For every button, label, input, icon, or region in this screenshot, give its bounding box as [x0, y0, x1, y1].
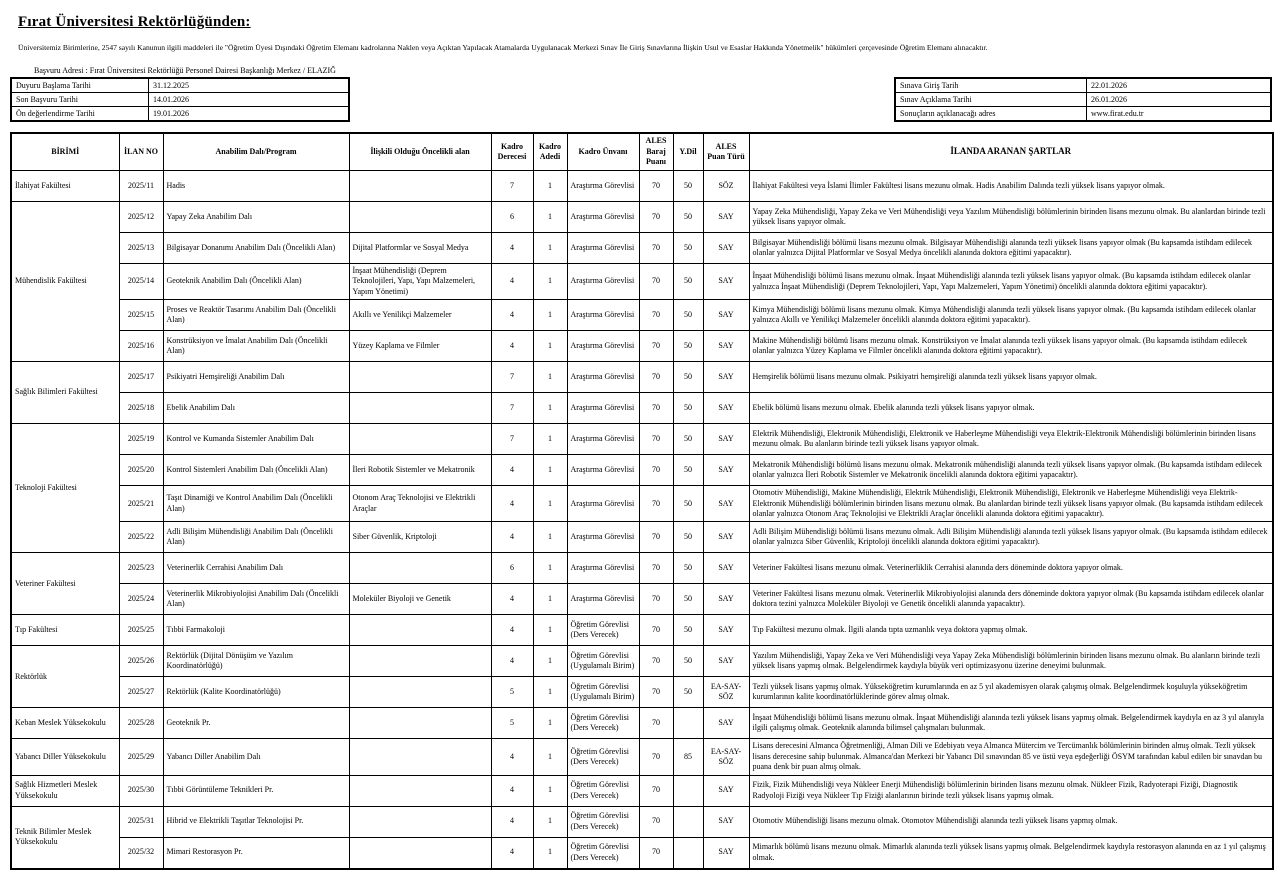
- cell-ilan-no: 2025/27: [119, 677, 163, 708]
- cell-oncelikli-alan: [349, 739, 491, 775]
- cell-sartlar: Yapay Zeka Mühendisliği, Yapay Zeka ve Veri Mühendisliği veya Yazılım Mühendisliği bölümlerinin birinden lisans mezunu olmak. Bu alanlardan birinde tezli yüksek lisans yapıyor olmak.: [749, 202, 1273, 233]
- cell-kadro-derecesi: 4: [491, 455, 533, 486]
- cell-sartlar: Adli Bilişim Mühendisliği bölümü lisans mezunu olmak. Adli Bilişim Mühendisliği alanında tezli yüksek lisans yapıyor olmak. (Bu kapsamda istihdam edilecek olanlar yalnızca Siber Güvenlik, Kriptoloji öncelikli alanında doktora eğitimi yapacaktır).: [749, 522, 1273, 553]
- cell-kadro-adedi: 1: [533, 331, 567, 362]
- cell-kadro-unvani: Öğretim Görevlisi (Ders Verecek): [567, 739, 639, 775]
- cell-kadro-adedi: 1: [533, 171, 567, 202]
- cell-kadro-derecesi: 4: [491, 522, 533, 553]
- cell-sartlar: Otomotiv Mühendisliği lisans mezunu olmak. Otomotov Mühendisliği alanında tezli yüksek lisans yapmış olmak.: [749, 806, 1273, 837]
- table-row: [11, 233, 1273, 264]
- cell-kadro-adedi: 1: [533, 455, 567, 486]
- application-date-value: 14.01.2026: [149, 93, 350, 107]
- cell-ales-baraj: 70: [639, 393, 673, 424]
- cell-ydil: 50: [673, 233, 703, 264]
- cell-kadro-derecesi: 6: [491, 202, 533, 233]
- cell-puan-turu: SAY: [703, 233, 749, 264]
- cell-ilan-no: 2025/16: [119, 331, 163, 362]
- cell-ales-baraj: 70: [639, 775, 673, 806]
- cell-kadro-unvani: Araştırma Görevlisi: [567, 584, 639, 615]
- cell-program: Tıbbi Görüntüleme Teknikleri Pr.: [163, 775, 349, 806]
- cell-ales-baraj: 70: [639, 739, 673, 775]
- application-date-row: [11, 78, 349, 93]
- cell-program: Rektörlük (Kalite Koordinatörlüğü): [163, 677, 349, 708]
- table-row: [11, 331, 1273, 362]
- cell-oncelikli-alan: [349, 615, 491, 646]
- table-row: [11, 393, 1273, 424]
- cell-program: Rektörlük (Dijital Dönüşüm ve Yazılım Koordinatörlüğü): [163, 646, 349, 677]
- cell-sartlar: Tezli yüksek lisans yapmış olmak. Yükseköğretim kurumlarında en az 5 yıl akademisyen olarak çalışmış olmak. Belgelendirmek koşuluyla yükseköğretim kurumlarının kalite koordinatörlüklerinde görev almış olmak.: [749, 677, 1273, 708]
- cell-oncelikli-alan: [349, 837, 491, 869]
- exam-date-label: Sınava Giriş Tarih: [895, 78, 1087, 93]
- cell-oncelikli-alan: [349, 806, 491, 837]
- cell-program: Geoteknik Anabilim Dalı (Öncelikli Alan): [163, 264, 349, 300]
- cell-kadro-adedi: 1: [533, 708, 567, 739]
- cell-puan-turu: SAY: [703, 806, 749, 837]
- cell-ydil: [673, 837, 703, 869]
- cell-ydil: 85: [673, 739, 703, 775]
- cell-oncelikli-alan: [349, 775, 491, 806]
- cell-puan-turu: SAY: [703, 424, 749, 455]
- cell-kadro-derecesi: 7: [491, 171, 533, 202]
- cell-kadro-adedi: 1: [533, 739, 567, 775]
- table-row: [11, 424, 1273, 455]
- column-header: İLANDA ARANAN ŞARTLAR: [749, 133, 1273, 171]
- cell-program: Hibrid ve Elektrikli Taşıtlar Teknolojisi Pr.: [163, 806, 349, 837]
- table-row: [11, 202, 1273, 233]
- cell-ydil: 50: [673, 553, 703, 584]
- cell-oncelikli-alan: Moleküler Biyoloji ve Genetik: [349, 584, 491, 615]
- cell-program: Tıbbi Farmakoloji: [163, 615, 349, 646]
- cell-ales-baraj: 70: [639, 677, 673, 708]
- cell-puan-turu: SAY: [703, 615, 749, 646]
- cell-sartlar: İnşaat Mühendisliği bölümü lisans mezunu olmak. İnşaat Mühendisliği alanında tezli yüksek lisans yapmış olmak. Belgelendirmek kaydıyla en az 3 yıl alanıyla ilgili çalışmış olmak. Geoteknik alanında bilimsel çalışmaları bulunmak.: [749, 708, 1273, 739]
- cell-kadro-derecesi: 4: [491, 584, 533, 615]
- cell-oncelikli-alan: [349, 646, 491, 677]
- positions-table: [10, 132, 1274, 870]
- cell-ales-baraj: 70: [639, 584, 673, 615]
- cell-program: Proses ve Reaktör Tasarımı Anabilim Dalı (Öncelikli Alan): [163, 300, 349, 331]
- cell-program: Kontrol Sistemleri Anabilim Dalı (Öncelikli Alan): [163, 455, 349, 486]
- cell-ydil: 50: [673, 615, 703, 646]
- cell-birim: Sağlık Hizmetleri Meslek Yüksekokulu: [11, 775, 119, 806]
- cell-puan-turu: SAY: [703, 362, 749, 393]
- application-date-row: [11, 107, 349, 122]
- cell-oncelikli-alan: [349, 362, 491, 393]
- cell-ales-baraj: 70: [639, 424, 673, 455]
- column-header: ALES Puan Türü: [703, 133, 749, 171]
- cell-kadro-derecesi: 7: [491, 362, 533, 393]
- cell-ydil: [673, 806, 703, 837]
- table-row: [11, 739, 1273, 775]
- cell-ydil: 50: [673, 264, 703, 300]
- cell-ales-baraj: 70: [639, 300, 673, 331]
- exam-date-row: [895, 78, 1271, 93]
- cell-kadro-derecesi: 4: [491, 615, 533, 646]
- table-row: [11, 837, 1273, 869]
- cell-kadro-unvani: Öğretim Görevlisi (Ders Verecek): [567, 837, 639, 869]
- cell-ydil: 50: [673, 202, 703, 233]
- cell-ilan-no: 2025/19: [119, 424, 163, 455]
- cell-ales-baraj: 70: [639, 615, 673, 646]
- application-date-label: Ön değerlendirme Tarihi: [11, 107, 149, 122]
- table-row: [11, 362, 1273, 393]
- cell-ilan-no: 2025/23: [119, 553, 163, 584]
- cell-ales-baraj: 70: [639, 708, 673, 739]
- cell-kadro-unvani: Araştırma Görevlisi: [567, 331, 639, 362]
- cell-program: Taşıt Dinamiği ve Kontrol Anabilim Dalı (Öncelikli Alan): [163, 486, 349, 522]
- cell-kadro-unvani: Araştırma Görevlisi: [567, 424, 639, 455]
- cell-ydil: [673, 775, 703, 806]
- cell-puan-turu: SAY: [703, 646, 749, 677]
- exam-date-row: [895, 93, 1271, 107]
- cell-birim: Veteriner Fakültesi: [11, 553, 119, 615]
- table-row: [11, 553, 1273, 584]
- exam-date-label: Sınav Açıklama Tarihi: [895, 93, 1087, 107]
- exam-date-row: [895, 107, 1271, 122]
- cell-kadro-derecesi: 5: [491, 708, 533, 739]
- cell-oncelikli-alan: İleri Robotik Sistemler ve Mekatronik: [349, 455, 491, 486]
- cell-oncelikli-alan: [349, 708, 491, 739]
- cell-oncelikli-alan: [349, 171, 491, 202]
- column-header: Anabilim Dalı/Program: [163, 133, 349, 171]
- cell-ales-baraj: 70: [639, 233, 673, 264]
- cell-kadro-adedi: 1: [533, 424, 567, 455]
- cell-oncelikli-alan: [349, 553, 491, 584]
- cell-puan-turu: SAY: [703, 393, 749, 424]
- application-date-value: 19.01.2026: [149, 107, 350, 122]
- cell-kadro-unvani: Araştırma Görevlisi: [567, 393, 639, 424]
- cell-ilan-no: 2025/24: [119, 584, 163, 615]
- cell-program: Kontrol ve Kumanda Sistemler Anabilim Dalı: [163, 424, 349, 455]
- column-header: Kadro Adedi: [533, 133, 567, 171]
- cell-ales-baraj: 70: [639, 837, 673, 869]
- cell-kadro-unvani: Öğretim Görevlisi (Ders Verecek): [567, 806, 639, 837]
- cell-puan-turu: EA-SAY-SÖZ: [703, 739, 749, 775]
- cell-oncelikli-alan: Otonom Araç Teknolojisi ve Elektrikli Araçlar: [349, 486, 491, 522]
- table-row: [11, 646, 1273, 677]
- cell-kadro-adedi: 1: [533, 300, 567, 331]
- cell-ilan-no: 2025/12: [119, 202, 163, 233]
- cell-kadro-unvani: Öğretim Görevlisi (Ders Verecek): [567, 615, 639, 646]
- cell-puan-turu: SAY: [703, 455, 749, 486]
- cell-ilan-no: 2025/13: [119, 233, 163, 264]
- cell-kadro-unvani: Araştırma Görevlisi: [567, 171, 639, 202]
- cell-kadro-derecesi: 4: [491, 806, 533, 837]
- table-row: [11, 300, 1273, 331]
- cell-puan-turu: SAY: [703, 775, 749, 806]
- table-row: [11, 584, 1273, 615]
- cell-kadro-adedi: 1: [533, 615, 567, 646]
- table-row: [11, 708, 1273, 739]
- cell-kadro-adedi: 1: [533, 806, 567, 837]
- cell-birim: Keban Meslek Yüksekokulu: [11, 708, 119, 739]
- cell-birim: Mühendislik Fakültesi: [11, 202, 119, 362]
- cell-kadro-adedi: 1: [533, 775, 567, 806]
- exam-date-label: Sonuçların açıklanacağı adres: [895, 107, 1087, 122]
- cell-ydil: [673, 708, 703, 739]
- cell-oncelikli-alan: [349, 424, 491, 455]
- cell-kadro-derecesi: 4: [491, 837, 533, 869]
- cell-puan-turu: SAY: [703, 331, 749, 362]
- cell-sartlar: İlahiyat Fakültesi veya İslami İlimler Fakültesi lisans mezunu olmak. Hadis Anabilim Dalında tezli yüksek lisans yapıyor olmak.: [749, 171, 1273, 202]
- cell-ales-baraj: 70: [639, 362, 673, 393]
- cell-kadro-derecesi: 4: [491, 739, 533, 775]
- cell-kadro-derecesi: 4: [491, 233, 533, 264]
- cell-program: Veterinerlik Mikrobiyolojisi Anabilim Dalı (Öncelikli Alan): [163, 584, 349, 615]
- application-date-row: [11, 93, 349, 107]
- cell-oncelikli-alan: [349, 202, 491, 233]
- cell-puan-turu: SÖZ: [703, 171, 749, 202]
- cell-program: Hadis: [163, 171, 349, 202]
- cell-ydil: 50: [673, 424, 703, 455]
- exam-date-value: 26.01.2026: [1087, 93, 1272, 107]
- cell-sartlar: Yazılım Mühendisliği, Yapay Zeka ve Veri Mühendisliği veya Yapay Zeka Mühendisliği bölümlerinin birinden lisans mezunu olmak. Bu alanların birinde tezli yüksek lisans yapmış olmak. Belgelendirmek kaydıyla büyük veri optimizasyonu üzerine deneyimi bulunmak.: [749, 646, 1273, 677]
- cell-kadro-derecesi: 4: [491, 264, 533, 300]
- cell-ilan-no: 2025/30: [119, 775, 163, 806]
- table-row: [11, 806, 1273, 837]
- cell-puan-turu: SAY: [703, 708, 749, 739]
- cell-puan-turu: SAY: [703, 837, 749, 869]
- cell-ydil: 50: [673, 171, 703, 202]
- cell-ales-baraj: 70: [639, 806, 673, 837]
- table-row: [11, 615, 1273, 646]
- cell-sartlar: Veteriner Fakültesi lisans mezunu olmak. Veterinerlik Mikrobiyolojisi alanında ders döneminde doktora yapıyor olmak (Bu kapsamda istihdam edilecek olanlar doktora tezini yalnızca Moleküler Biyoloji ve Genetik öncelikli alanında yapacaktır).: [749, 584, 1273, 615]
- cell-kadro-adedi: 1: [533, 646, 567, 677]
- table-row: [11, 264, 1273, 300]
- cell-sartlar: Mimarlık bölümü lisans mezunu olmak. Mimarlık alanında tezli yüksek lisans yapmış olmak. Belgelendirmek kaydıyla restorasyon alanında en az 1 yıl çalışmış olmak.: [749, 837, 1273, 869]
- cell-ydil: 50: [673, 486, 703, 522]
- cell-kadro-adedi: 1: [533, 264, 567, 300]
- cell-ilan-no: 2025/11: [119, 171, 163, 202]
- cell-sartlar: Kimya Mühendisliği bölümü lisans mezunu olmak. Kimya Mühendisliği alanında tezli yüksek lisans yapıyor olmak. (Bu kapsamda istihdam edilecek olanlar yalnızca Akıllı ve Yenilikçi Malzemeler öncelikli alanında doktora eğitimi yapacaktır).: [749, 300, 1273, 331]
- cell-sartlar: Ebelik bölümü lisans mezunu olmak. Ebelik alanında tezli yüksek lisans yapıyor olmak.: [749, 393, 1273, 424]
- cell-kadro-derecesi: 4: [491, 331, 533, 362]
- cell-kadro-adedi: 1: [533, 522, 567, 553]
- cell-oncelikli-alan: İnşaat Mühendisliği (Deprem Teknolojileri, Yapı, Yapı Malzemeleri, Yapım Yönetimi): [349, 264, 491, 300]
- cell-kadro-derecesi: 7: [491, 393, 533, 424]
- cell-kadro-derecesi: 4: [491, 775, 533, 806]
- cell-ydil: 50: [673, 646, 703, 677]
- column-header: BİRİMİ: [11, 133, 119, 171]
- cell-puan-turu: SAY: [703, 264, 749, 300]
- cell-program: Yapay Zeka Anabilim Dalı: [163, 202, 349, 233]
- table-header-row: [11, 133, 1273, 171]
- intro-paragraph: Üniversitemiz Birimlerine, 2547 sayılı Kanunun ilgili maddeleri ile "Öğretim Üyesi Dışındaki Öğretim Elemanı kadrolarına Naklen veya Açıktan Yapılacak Atamalarda Uygulanacak Merkezi Sınav İle Giriş Sınavlarına İlişkin Usul ve Esaslar Hakkında Yönetmelik" hükümleri çerçevesinde Öğretim Elemanı alınacaktır.: [18, 43, 988, 52]
- cell-ilan-no: 2025/26: [119, 646, 163, 677]
- cell-sartlar: Lisans derecesini Almanca Öğretmenliği, Alman Dili ve Edebiyatı veya Almanca Mütercim ve Tercümanlık bölümlerinin birinden almış olmak. Tezli yüksek lisans derecesine sahip bulunmak. Almanca'dan Merkezi bir Yabancı Dil sınavından 85 ve üstü veya eşdeğerliği ÖSYM tarafından kabul edilen bir sınavdan bu puana denk bir puan almış olmak.: [749, 739, 1273, 775]
- table-row: [11, 486, 1273, 522]
- cell-ydil: 50: [673, 393, 703, 424]
- cell-ilan-no: 2025/21: [119, 486, 163, 522]
- cell-ilan-no: 2025/18: [119, 393, 163, 424]
- cell-ydil: 50: [673, 584, 703, 615]
- cell-kadro-unvani: Araştırma Görevlisi: [567, 522, 639, 553]
- cell-ydil: 50: [673, 300, 703, 331]
- cell-kadro-adedi: 1: [533, 486, 567, 522]
- cell-sartlar: Veteriner Fakültesi lisans mezunu olmak. Veterinerliklik Cerrahisi alanında ders döneminde doktora yapıyor olmak.: [749, 553, 1273, 584]
- cell-ydil: 50: [673, 677, 703, 708]
- cell-sartlar: İnşaat Mühendisliği bölümü lisans mezunu olmak. İnşaat Mühendisliği alanında tezli yüksek lisans yapıyor olmak. (Bu kapsamda istihdam edilecek olanlar yalnızca İnşaat Mühendisliği (Deprem Teknolojileri, Yapı, Yapı Malzemeleri, Yapım Yönetimi) öncelikli alanında doktora eğitimi yapacaktır).: [749, 264, 1273, 300]
- cell-sartlar: Tıp Fakültesi mezunu olmak. İlgili alanda tıpta uzmanlık veya doktora yapmış olmak.: [749, 615, 1273, 646]
- dates-section: [10, 77, 1272, 122]
- cell-ilan-no: 2025/31: [119, 806, 163, 837]
- cell-sartlar: Fizik, Fizik Mühendisliği veya Nükleer Enerji Mühendisliği bölümlerinin birinden lisans mezunu olmak. Nükleer Fizik, Radyoterapi Fiziği, Diagnostik Radyoloji Fiziği veya Nükleer Tıp Fiziği alanlarının birinde tezli yüksek lisans yapmış olmak.: [749, 775, 1273, 806]
- cell-oncelikli-alan: Yüzey Kaplama ve Filmler: [349, 331, 491, 362]
- cell-kadro-unvani: Öğretim Görevlisi (Uygulamalı Birim): [567, 677, 639, 708]
- cell-puan-turu: EA-SAY-SÖZ: [703, 677, 749, 708]
- application-dates-table: [10, 77, 350, 122]
- cell-ilan-no: 2025/29: [119, 739, 163, 775]
- cell-kadro-unvani: Araştırma Görevlisi: [567, 233, 639, 264]
- cell-program: Psikiyatri Hemşireliği Anabilim Dalı: [163, 362, 349, 393]
- cell-program: Ebelik Anabilim Dalı: [163, 393, 349, 424]
- cell-sartlar: Mekatronik Mühendisliği bölümü lisans mezunu olmak. Mekatronik mühendisliği alanında tezli yüksek lisans yapıyor olmak. (Bu kapsamda istihdam edilecek olanlar yalnızca İleri Robotik Sistemler ve Mekatronik öncelikli alanında doktora eğitimi yapacaktır).: [749, 455, 1273, 486]
- cell-oncelikli-alan: [349, 677, 491, 708]
- cell-puan-turu: SAY: [703, 300, 749, 331]
- cell-kadro-derecesi: 4: [491, 486, 533, 522]
- exam-date-value: 22.01.2026: [1087, 78, 1272, 93]
- table-row: [11, 522, 1273, 553]
- cell-oncelikli-alan: Akıllı ve Yenilikçi Malzemeler: [349, 300, 491, 331]
- cell-ales-baraj: 70: [639, 264, 673, 300]
- cell-ilan-no: 2025/32: [119, 837, 163, 869]
- cell-kadro-adedi: 1: [533, 553, 567, 584]
- cell-kadro-unvani: Araştırma Görevlisi: [567, 300, 639, 331]
- cell-birim: Teknoloji Fakültesi: [11, 424, 119, 553]
- cell-ilan-no: 2025/25: [119, 615, 163, 646]
- cell-kadro-unvani: Araştırma Görevlisi: [567, 264, 639, 300]
- cell-ales-baraj: 70: [639, 202, 673, 233]
- cell-birim: İlahiyat Fakültesi: [11, 171, 119, 202]
- cell-ilan-no: 2025/20: [119, 455, 163, 486]
- cell-program: Bilgisayar Donanımı Anabilim Dalı (Öncelikli Alan): [163, 233, 349, 264]
- table-row: [11, 171, 1273, 202]
- cell-puan-turu: SAY: [703, 584, 749, 615]
- cell-ales-baraj: 70: [639, 331, 673, 362]
- table-row: [11, 775, 1273, 806]
- cell-kadro-unvani: Öğretim Görevlisi (Ders Verecek): [567, 708, 639, 739]
- column-header: İlişkili Olduğu Öncelikli alan: [349, 133, 491, 171]
- cell-ales-baraj: 70: [639, 522, 673, 553]
- cell-oncelikli-alan: Siber Güvenlik, Kriptoloji: [349, 522, 491, 553]
- cell-sartlar: Bilgisayar Mühendisliği bölümü lisans mezunu olmak. Bilgisayar Mühendisliği alanında tezli yüksek lisans yapıyor olmak (Bu kapsamda istihdam edilecek olanlar yalnızca Dijital Platformlar ve Sosyal Medya öncelikli alanında doktora eğitimi yapacaktır).: [749, 233, 1273, 264]
- cell-kadro-unvani: Araştırma Görevlisi: [567, 486, 639, 522]
- application-address: Başvuru Adresi : Fırat Üniversitesi Rektörlüğü Personel Dairesi Başkanlığı Merkez / ELAZIĞ: [34, 66, 336, 75]
- cell-kadro-unvani: Araştırma Görevlisi: [567, 553, 639, 584]
- cell-ydil: 50: [673, 455, 703, 486]
- cell-program: Veterinerlik Cerrahisi Anabilim Dalı: [163, 553, 349, 584]
- cell-kadro-adedi: 1: [533, 202, 567, 233]
- application-date-value: 31.12.2025: [149, 78, 350, 93]
- cell-ilan-no: 2025/22: [119, 522, 163, 553]
- cell-ales-baraj: 70: [639, 171, 673, 202]
- page-title: Fırat Üniversitesi Rektörlüğünden:: [18, 14, 251, 30]
- application-date-label: Duyuru Başlama Tarihi: [11, 78, 149, 93]
- cell-program: Konstrüksiyon ve İmalat Anabilim Dalı (Öncelikli Alan): [163, 331, 349, 362]
- table-row: [11, 455, 1273, 486]
- cell-program: Mimari Restorasyon Pr.: [163, 837, 349, 869]
- cell-ales-baraj: 70: [639, 553, 673, 584]
- table-row: [11, 677, 1273, 708]
- cell-kadro-adedi: 1: [533, 584, 567, 615]
- cell-birim: Teknik Bilimler Meslek Yüksekokulu: [11, 806, 119, 869]
- cell-birim: Tıp Fakültesi: [11, 615, 119, 646]
- cell-birim: Rektörlük: [11, 646, 119, 708]
- cell-sartlar: Elektrik Mühendisliği, Elektronik Mühendisliği, Elektronik ve Haberleşme Mühendisliği veya Elektrik-Elektronik Mühendisliği bölümlerinin birinden lisans mezunu olmak. Bu alanların birinde tezli yüksek lisans yapıyor olmak.: [749, 424, 1273, 455]
- cell-kadro-unvani: Öğretim Görevlisi (Uygulamalı Birim): [567, 646, 639, 677]
- cell-kadro-adedi: 1: [533, 837, 567, 869]
- cell-kadro-unvani: Öğretim Görevlisi (Ders Verecek): [567, 775, 639, 806]
- cell-program: Yabancı Diller Anabilim Dalı: [163, 739, 349, 775]
- cell-kadro-derecesi: 4: [491, 300, 533, 331]
- cell-program: Adli Bilişim Mühendisliği Anabilim Dalı (Öncelikli Alan): [163, 522, 349, 553]
- column-header: ALES Baraj Puanı: [639, 133, 673, 171]
- cell-puan-turu: SAY: [703, 486, 749, 522]
- application-date-label: Son Başvuru Tarihi: [11, 93, 149, 107]
- cell-kadro-derecesi: 7: [491, 424, 533, 455]
- cell-ydil: 50: [673, 331, 703, 362]
- cell-birim: Sağlık Bilimleri Fakültesi: [11, 362, 119, 424]
- cell-kadro-adedi: 1: [533, 393, 567, 424]
- cell-kadro-derecesi: 5: [491, 677, 533, 708]
- cell-sartlar: Otomotiv Mühendisliği, Makine Mühendisliği, Elektrik Mühendisliği, Elektronik Mühendisliği, Elektronik ve Haberleşme Mühendisliği veya Elektrik-Elektronik Mühendisliği bölümlerinin birinden lisans mezunu olmak. Bu alanlardan birinde tezli yüksek lisans yapıyor olmak. (Bu kapsamda istihdam edilecek olanlar yalnızca Otonom Araç Teknolojisi ve Elektrikli Araçlar öncelikli alanında doktora eğitimi yapacaktır).: [749, 486, 1273, 522]
- cell-kadro-adedi: 1: [533, 362, 567, 393]
- cell-kadro-adedi: 1: [533, 677, 567, 708]
- cell-birim: Yabancı Diller Yüksekokulu: [11, 739, 119, 775]
- cell-oncelikli-alan: [349, 393, 491, 424]
- cell-kadro-adedi: 1: [533, 233, 567, 264]
- cell-kadro-unvani: Araştırma Görevlisi: [567, 362, 639, 393]
- exam-dates-table: [894, 77, 1272, 122]
- cell-puan-turu: SAY: [703, 522, 749, 553]
- column-header: Kadro Derecesi: [491, 133, 533, 171]
- cell-puan-turu: SAY: [703, 202, 749, 233]
- cell-ydil: 50: [673, 522, 703, 553]
- cell-puan-turu: SAY: [703, 553, 749, 584]
- cell-ales-baraj: 70: [639, 455, 673, 486]
- column-header: Kadro Ünvanı: [567, 133, 639, 171]
- cell-program: Geoteknik Pr.: [163, 708, 349, 739]
- cell-ilan-no: 2025/28: [119, 708, 163, 739]
- cell-kadro-unvani: Araştırma Görevlisi: [567, 202, 639, 233]
- cell-ydil: 50: [673, 362, 703, 393]
- cell-ales-baraj: 70: [639, 646, 673, 677]
- cell-ilan-no: 2025/17: [119, 362, 163, 393]
- cell-ilan-no: 2025/14: [119, 264, 163, 300]
- exam-date-value: www.firat.edu.tr: [1087, 107, 1272, 122]
- column-header: Y.Dil: [673, 133, 703, 171]
- cell-kadro-unvani: Araştırma Görevlisi: [567, 455, 639, 486]
- column-header: İLAN NO: [119, 133, 163, 171]
- cell-ilan-no: 2025/15: [119, 300, 163, 331]
- cell-ales-baraj: 70: [639, 486, 673, 522]
- cell-sartlar: Makine Mühendisliği bölümü lisans mezunu olmak. Konstrüksiyon ve İmalat alanında tezli yüksek lisans yapıyor olmak. (Bu kapsamda istihdam edilecek olanlar yalnızca Yüzey Kaplama ve Filmler öncelikli alanında doktora eğitimi yapacaktır).: [749, 331, 1273, 362]
- cell-oncelikli-alan: Dijital Platformlar ve Sosyal Medya: [349, 233, 491, 264]
- cell-kadro-derecesi: 4: [491, 646, 533, 677]
- cell-kadro-derecesi: 6: [491, 553, 533, 584]
- cell-sartlar: Hemşirelik bölümü lisans mezunu olmak. Psikiyatri hemşireliği alanında tezli yüksek lisans yapıyor olmak.: [749, 362, 1273, 393]
